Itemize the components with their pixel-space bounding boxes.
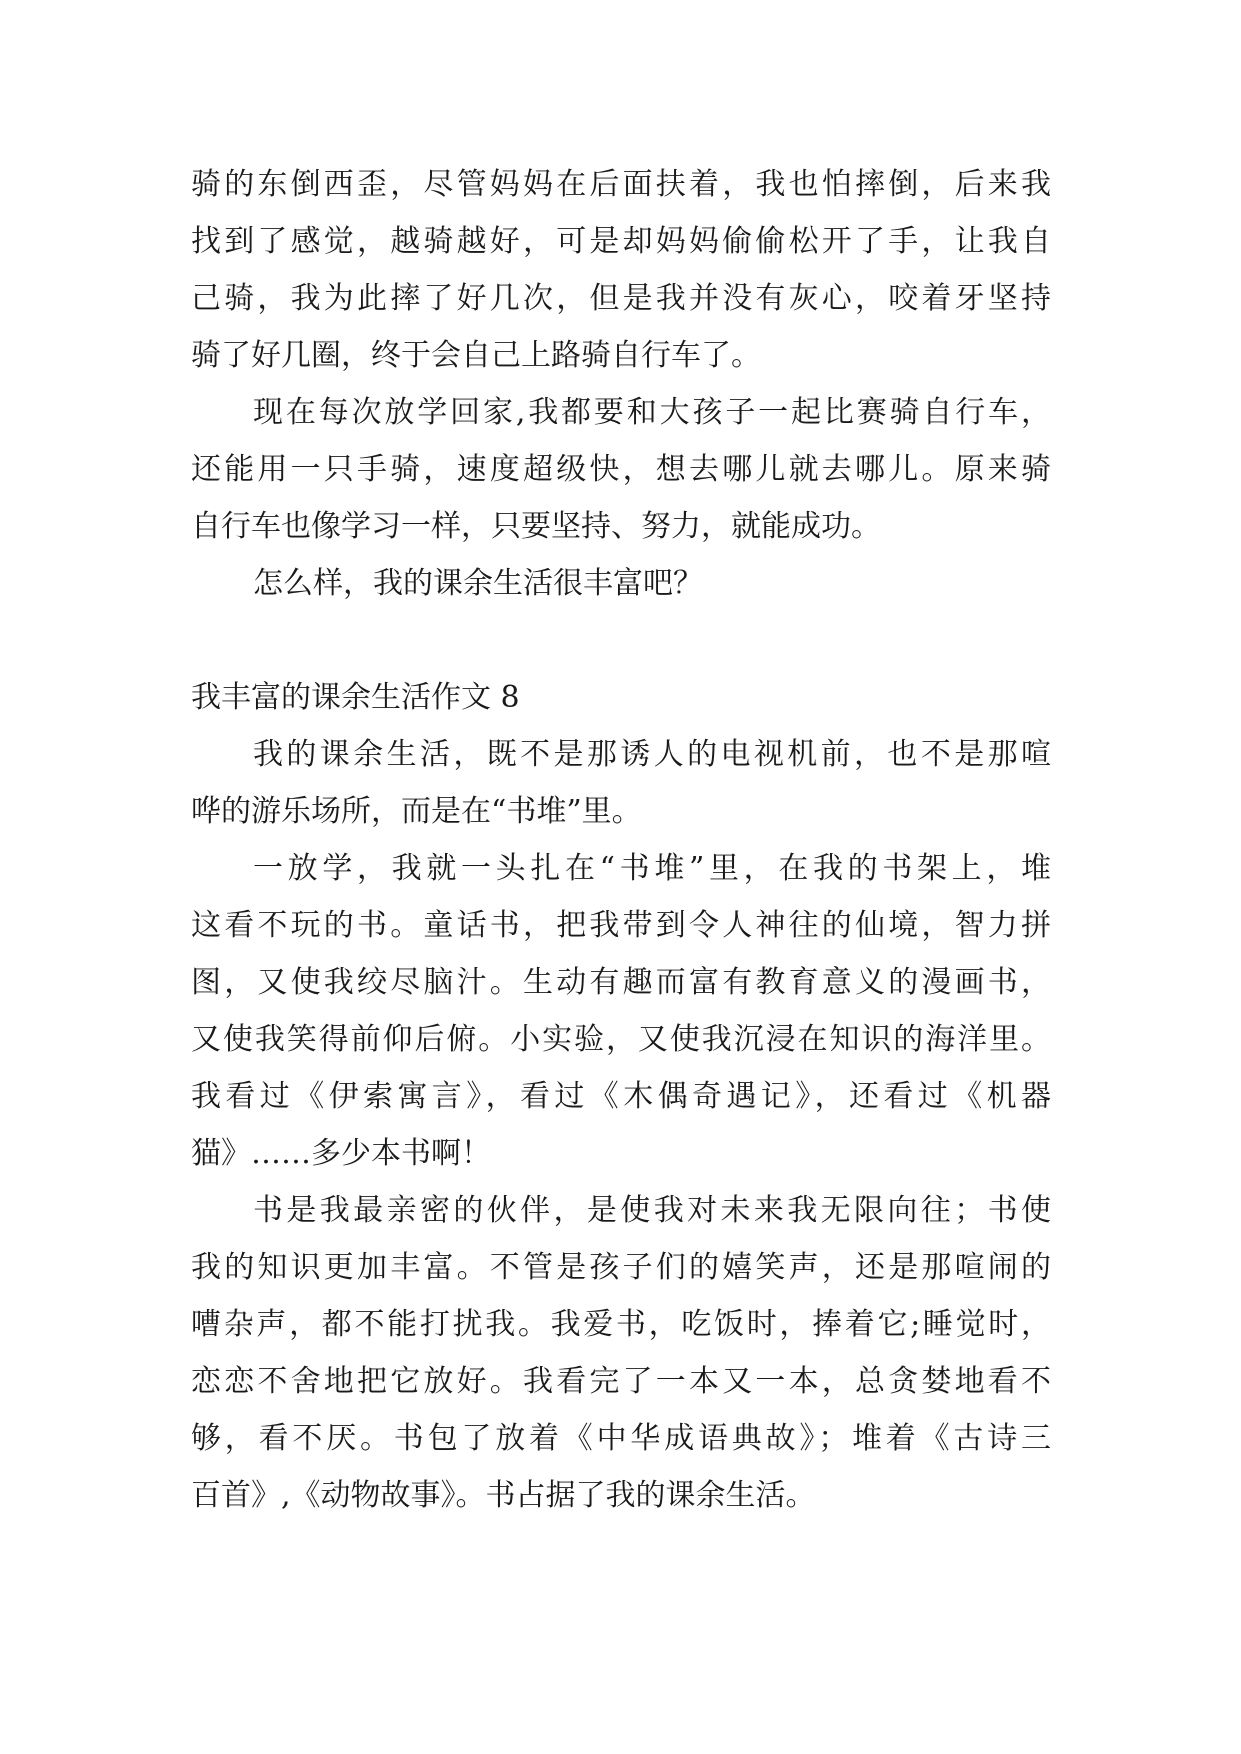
text-line: 图，又使我绞尽脑汁。生动有趣而富有教育意义的漫画书， <box>191 965 1051 1000</box>
text-line: 猫》……多少本书啊！ <box>191 1136 491 1171</box>
text-line: 嘈杂声，都不能打扰我。我爱书，吃饭时，捧着它;睡觉时， <box>191 1307 1051 1342</box>
text-line: 我的知识更加丰富。不管是孩子们的嬉笑声，还是那喧闹的 <box>191 1250 1051 1285</box>
text-line: 自行车也像学习一样，只要坚持、努力，就能成功。 <box>191 509 881 544</box>
text-line: 骑的东倒西歪，尽管妈妈在后面扶着，我也怕摔倒，后来我 <box>191 167 1051 202</box>
text-line: 恋恋不舍地把它放好。我看完了一本又一本，总贪婪地看不 <box>191 1364 1051 1399</box>
text-line: 哗的游乐场所，而是在“书堆”里。 <box>191 794 642 829</box>
section-title: 我丰富的课余生活作文 8 <box>191 680 520 715</box>
text-line: 我看过《伊索寓言》，看过《木偶奇遇记》，还看过《机器 <box>191 1079 1051 1114</box>
text-line: 书是我最亲密的伙伴，是使我对未来我无限向往；书使 <box>253 1193 1051 1228</box>
text-line: 够，看不厌。书包了放着《中华成语典故》；堆着《古诗三 <box>191 1421 1051 1456</box>
text-line: 这看不玩的书。童话书，把我带到令人神往的仙境，智力拼 <box>191 908 1051 943</box>
text-line: 现在每次放学回家,我都要和大孩子一起比赛骑自行车， <box>253 395 1051 430</box>
text-line: 一放学，我就一头扎在“书堆”里，在我的书架上，堆 <box>253 851 1051 886</box>
text-line: 己骑，我为此摔了好几次，但是我并没有灰心，咬着牙坚持 <box>191 281 1051 316</box>
text-line: 怎么样，我的课余生活很丰富吧？ <box>253 566 703 601</box>
text-line: 还能用一只手骑，速度超级快，想去哪儿就去哪儿。原来骑 <box>191 452 1051 487</box>
text-line: 又使我笑得前仰后俯。小实验，又使我沉浸在知识的海洋里。 <box>191 1022 1051 1057</box>
text-line: 百首》,《动物故事》。书占据了我的课余生活。 <box>191 1478 816 1513</box>
text-line: 找到了感觉，越骑越好，可是却妈妈偷偷松开了手，让我自 <box>191 224 1051 259</box>
text-line: 骑了好几圈，终于会自己上路骑自行车了。 <box>191 338 761 373</box>
text-line: 我的课余生活，既不是那诱人的电视机前，也不是那喧 <box>253 737 1051 772</box>
